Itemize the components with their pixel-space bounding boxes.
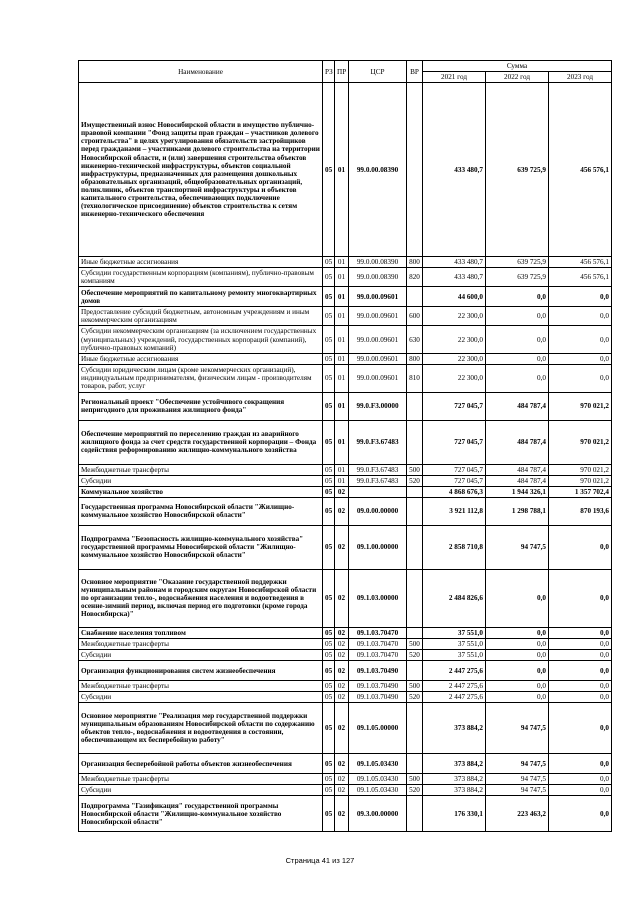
cell-name: Имущественный взнос Новосибирской области в имущество публично-правовой компании "Фонд защиты прав граждан – участников долевого строительства" в целях урегулирования обязательств застройщиков перед гражданами – участниками долевого строительства на территории Новосибирской области, и (или) завершения строительства объектов инженерно-технической инфраструктуры, объектов социальной инфраструктуры, предназначенных для размещения дошкольных образовательных организаций, общеобразовательных организаций, поликлиник, объектов транспортной инфраструктуры и объектов капитального строительства, обеспечивающих подключение (технологическое присоединение) объектов строительства к сетям инженерно-технического обеспечения: [79, 83, 323, 257]
cell-rz: 05: [323, 83, 335, 257]
cell-2021: 433 480,7: [423, 83, 486, 257]
cell-2023: 0,0: [549, 569, 612, 627]
cell-2022: 639 725,9: [486, 268, 549, 287]
cell-name: Коммунальное хозяйство: [79, 486, 323, 497]
cell-2022: 639 725,9: [486, 83, 549, 257]
cell-2021: 4 868 676,3: [423, 486, 486, 497]
cell-csr: 09.1.05.00000: [349, 703, 407, 754]
cell-2023: 0,0: [549, 353, 612, 364]
cell-pr: 02: [335, 569, 349, 627]
header-year-2021: 2021 год: [423, 72, 486, 83]
cell-rz: 05: [323, 703, 335, 754]
cell-2022: 639 725,9: [486, 257, 549, 268]
table-header: [79, 61, 612, 83]
cell-name: Субсидии: [79, 692, 323, 703]
cell-2021: 2 484 826,6: [423, 569, 486, 627]
cell-name: Региональный проект "Обеспечение устойчивого сокращения непригодного для проживания жилищного фонда": [79, 392, 323, 420]
cell-vr: 520: [407, 785, 423, 796]
cell-vr: [407, 392, 423, 420]
table-body: [79, 83, 612, 832]
cell-rz: 05: [323, 774, 335, 785]
table-row: [79, 627, 612, 638]
cell-csr: 09.1.00.00000: [349, 525, 407, 569]
cell-2021: 37 551,0: [423, 650, 486, 661]
cell-2023: 870 193,6: [549, 497, 612, 525]
cell-2023: 0,0: [549, 650, 612, 661]
cell-name: Субсидии юридическим лицам (кроме некоммерческих организаций), индивидуальным предпринимателям, физическим лицам - производителям товаров, работ, услуг: [79, 364, 323, 392]
cell-pr: 02: [335, 525, 349, 569]
cell-2022: 0,0: [486, 353, 549, 364]
table-row: [79, 661, 612, 681]
cell-csr: 09.0.00.00000: [349, 497, 407, 525]
cell-2021: 2 447 275,6: [423, 681, 486, 692]
cell-csr: 09.1.03.70470: [349, 650, 407, 661]
cell-csr: [349, 486, 407, 497]
cell-rz: 05: [323, 464, 335, 475]
cell-name: Государственная программа Новосибирской области "Жилищно-коммунальное хозяйство Новосибирской области": [79, 497, 323, 525]
cell-pr: 02: [335, 627, 349, 638]
cell-name: Организация функционирования систем жизнеобеспечения: [79, 661, 323, 681]
table-row: [79, 650, 612, 661]
cell-2023: 0,0: [549, 627, 612, 638]
table-row: [79, 525, 612, 569]
cell-csr: 99.0.00.09601: [349, 326, 407, 353]
cell-2023: 970 021,2: [549, 392, 612, 420]
cell-2022: 0,0: [486, 569, 549, 627]
table-row: [79, 754, 612, 774]
cell-pr: 01: [335, 420, 349, 464]
cell-pr: 01: [335, 353, 349, 364]
cell-rz: 05: [323, 364, 335, 392]
cell-2023: 0,0: [549, 692, 612, 703]
cell-name: Субсидии: [79, 650, 323, 661]
page-number: Страница 41 из 127: [285, 856, 355, 865]
cell-pr: 02: [335, 486, 349, 497]
cell-vr: 500: [407, 681, 423, 692]
cell-name: Обеспечение мероприятий по капитальному ремонту многоквартирных домов: [79, 287, 323, 307]
cell-pr: 01: [335, 464, 349, 475]
cell-2023: 456 576,1: [549, 257, 612, 268]
cell-2022: 1 298 788,1: [486, 497, 549, 525]
cell-rz: 05: [323, 307, 335, 326]
table-row: [79, 774, 612, 785]
cell-csr: 09.1.05.03430: [349, 774, 407, 785]
budget-sheet: [78, 60, 612, 832]
cell-pr: 01: [335, 268, 349, 287]
cell-2022: 94 747,5: [486, 774, 549, 785]
cell-2021: 176 330,1: [423, 796, 486, 832]
cell-pr: 02: [335, 774, 349, 785]
cell-csr: 09.1.03.70490: [349, 661, 407, 681]
cell-vr: [407, 83, 423, 257]
cell-2022: 0,0: [486, 692, 549, 703]
cell-vr: [407, 287, 423, 307]
table-row: [79, 464, 612, 475]
cell-rz: 05: [323, 650, 335, 661]
cell-vr: [407, 525, 423, 569]
header-sums: Сумма: [423, 61, 612, 72]
table-row: [79, 326, 612, 353]
cell-vr: [407, 661, 423, 681]
cell-2021: 2 447 275,6: [423, 692, 486, 703]
cell-rz: 05: [323, 569, 335, 627]
cell-csr: 99.0.F3.67483: [349, 475, 407, 486]
cell-2021: 37 551,0: [423, 627, 486, 638]
cell-2021: 373 884,2: [423, 785, 486, 796]
cell-name: Межбюджетные трансферты: [79, 638, 323, 649]
header-csr: ЦСР: [349, 61, 407, 83]
cell-vr: 500: [407, 774, 423, 785]
cell-name: Снабжение населения топливом: [79, 627, 323, 638]
cell-2021: 22 300,0: [423, 307, 486, 326]
cell-2022: 94 747,5: [486, 525, 549, 569]
cell-2022: 1 944 326,1: [486, 486, 549, 497]
cell-name: Субсидии: [79, 475, 323, 486]
cell-name: Основное мероприятие "Реализация мер государственной поддержки муниципальным образованиям Новосибирской области по содержанию объектов тепло-, водоснабжения и водоотведения в состоянии, обеспечивающем их бесперебойную работу": [79, 703, 323, 754]
cell-pr: 02: [335, 650, 349, 661]
cell-pr: 01: [335, 287, 349, 307]
cell-rz: 05: [323, 661, 335, 681]
cell-2022: 484 787,4: [486, 475, 549, 486]
cell-rz: 05: [323, 785, 335, 796]
cell-vr: 810: [407, 364, 423, 392]
cell-2022: 94 747,5: [486, 785, 549, 796]
cell-csr: 09.3.00.00000: [349, 796, 407, 832]
cell-2023: 0,0: [549, 774, 612, 785]
cell-2021: 433 480,7: [423, 257, 486, 268]
cell-rz: 05: [323, 627, 335, 638]
header-name: Наименование: [79, 61, 323, 83]
cell-2021: 44 600,0: [423, 287, 486, 307]
cell-2023: 0,0: [549, 703, 612, 754]
table-row: [79, 785, 612, 796]
cell-2023: 970 021,2: [549, 464, 612, 475]
cell-2022: 484 787,4: [486, 392, 549, 420]
cell-name: Субсидии: [79, 785, 323, 796]
header-year-2022: 2022 год: [486, 72, 549, 83]
cell-csr: 99.0.00.08390: [349, 83, 407, 257]
cell-name: Межбюджетные трансферты: [79, 464, 323, 475]
cell-2022: 94 747,5: [486, 754, 549, 774]
cell-csr: 99.0.00.08390: [349, 268, 407, 287]
cell-rz: 05: [323, 353, 335, 364]
cell-2021: 22 300,0: [423, 353, 486, 364]
cell-name: Основное мероприятие "Оказание государственной поддержки муниципальным районам и городским округам Новосибирской области по организации тепло-, водоснабжения населения и водоотведения в осенне-зимний период, включая период его подготовки (кроме города Новосибирска)": [79, 569, 323, 627]
cell-csr: 99.0.00.09601: [349, 307, 407, 326]
table-row: [79, 268, 612, 287]
cell-pr: 02: [335, 661, 349, 681]
cell-2022: 94 747,5: [486, 703, 549, 754]
cell-vr: 820: [407, 268, 423, 287]
cell-rz: 05: [323, 257, 335, 268]
cell-2022: 0,0: [486, 326, 549, 353]
cell-pr: 02: [335, 785, 349, 796]
cell-csr: 09.1.03.70470: [349, 627, 407, 638]
cell-vr: 800: [407, 353, 423, 364]
cell-pr: 01: [335, 307, 349, 326]
cell-2021: 22 300,0: [423, 326, 486, 353]
table-row: [79, 392, 612, 420]
cell-name: Подпрограмма "Газификация" государственной программы Новосибирской области "Жилищно-коммунальное хозяйство Новосибирской области": [79, 796, 323, 832]
cell-2022: 0,0: [486, 627, 549, 638]
cell-rz: 05: [323, 497, 335, 525]
table-row: [79, 497, 612, 525]
cell-2022: 484 787,4: [486, 420, 549, 464]
cell-vr: [407, 569, 423, 627]
cell-vr: [407, 486, 423, 497]
cell-2023: 0,0: [549, 681, 612, 692]
cell-name: Организация бесперебойной работы объектов жизнеобеспечения: [79, 754, 323, 774]
cell-2022: 223 463,2: [486, 796, 549, 832]
table-row: [79, 638, 612, 649]
cell-name: Субсидии государственным корпорациям (компаниям), публично-правовым компаниям: [79, 268, 323, 287]
table-row: [79, 420, 612, 464]
cell-2023: 0,0: [549, 364, 612, 392]
cell-2023: 0,0: [549, 796, 612, 832]
cell-csr: 99.0.F3.67483: [349, 464, 407, 475]
cell-rz: 05: [323, 475, 335, 486]
cell-pr: 01: [335, 364, 349, 392]
cell-2023: 456 576,1: [549, 83, 612, 257]
cell-name: Межбюджетные трансферты: [79, 681, 323, 692]
cell-rz: 05: [323, 692, 335, 703]
cell-2021: 727 045,7: [423, 464, 486, 475]
table-row: [79, 681, 612, 692]
cell-2023: 0,0: [549, 287, 612, 307]
cell-csr: 09.1.03.70470: [349, 638, 407, 649]
cell-name: Предоставление субсидий бюджетным, автономным учреждениям и иным некоммерческим организациям: [79, 307, 323, 326]
cell-pr: 02: [335, 754, 349, 774]
cell-pr: 02: [335, 497, 349, 525]
cell-pr: 01: [335, 83, 349, 257]
table-row: [79, 287, 612, 307]
cell-2022: 0,0: [486, 364, 549, 392]
cell-2023: 0,0: [549, 307, 612, 326]
cell-2023: 0,0: [549, 525, 612, 569]
cell-2021: 433 480,7: [423, 268, 486, 287]
cell-2023: 970 021,2: [549, 475, 612, 486]
cell-2021: 727 045,7: [423, 420, 486, 464]
cell-pr: 01: [335, 475, 349, 486]
table-row: [79, 83, 612, 257]
cell-2023: 0,0: [549, 754, 612, 774]
cell-2021: 2 447 275,6: [423, 661, 486, 681]
cell-csr: 99.0.00.09601: [349, 287, 407, 307]
cell-2023: 970 021,2: [549, 420, 612, 464]
cell-name: Субсидии некоммерческим организациям (за исключением государственных (муниципальных) учреждений, государственных корпораций (компаний), публично-правовых компаний): [79, 326, 323, 353]
cell-2023: 0,0: [549, 326, 612, 353]
cell-vr: 800: [407, 257, 423, 268]
cell-csr: 09.1.03.70490: [349, 681, 407, 692]
cell-vr: [407, 796, 423, 832]
cell-name: Иные бюджетные ассигнования: [79, 257, 323, 268]
cell-pr: 02: [335, 638, 349, 649]
cell-rz: 05: [323, 287, 335, 307]
table-row: [79, 475, 612, 486]
cell-pr: 01: [335, 257, 349, 268]
cell-2022: 0,0: [486, 681, 549, 692]
cell-vr: [407, 420, 423, 464]
cell-csr: 09.1.05.03430: [349, 785, 407, 796]
cell-pr: 01: [335, 392, 349, 420]
cell-rz: 05: [323, 796, 335, 832]
table-row: [79, 692, 612, 703]
cell-rz: 05: [323, 420, 335, 464]
header-pr: ПР: [335, 61, 349, 83]
cell-name: Межбюджетные трансферты: [79, 774, 323, 785]
cell-rz: 05: [323, 268, 335, 287]
header-vr: ВР: [407, 61, 423, 83]
cell-vr: 600: [407, 307, 423, 326]
cell-pr: 02: [335, 703, 349, 754]
cell-2021: 727 045,7: [423, 392, 486, 420]
cell-2023: 1 357 702,4: [549, 486, 612, 497]
cell-rz: 05: [323, 681, 335, 692]
table-row: [79, 569, 612, 627]
cell-2021: 37 551,0: [423, 638, 486, 649]
cell-vr: 500: [407, 464, 423, 475]
cell-vr: [407, 497, 423, 525]
cell-vr: 500: [407, 638, 423, 649]
table-row: [79, 257, 612, 268]
cell-2022: 0,0: [486, 650, 549, 661]
cell-2023: 456 576,1: [549, 268, 612, 287]
header-rz: РЗ: [323, 61, 335, 83]
cell-pr: 02: [335, 681, 349, 692]
cell-2021: 3 921 112,8: [423, 497, 486, 525]
cell-pr: 02: [335, 692, 349, 703]
cell-rz: 05: [323, 326, 335, 353]
cell-2022: 0,0: [486, 661, 549, 681]
cell-2021: 727 045,7: [423, 475, 486, 486]
cell-name: Обеспечение мероприятий по переселению граждан из аварийного жилищного фонда за счет средств государственной корпорации – Фонда содействия реформированию жилищно-коммунального хозяйства: [79, 420, 323, 464]
table-row: [79, 703, 612, 754]
cell-2023: 0,0: [549, 785, 612, 796]
cell-csr: 99.0.00.09601: [349, 364, 407, 392]
table-row: [79, 486, 612, 497]
cell-rz: 05: [323, 392, 335, 420]
cell-2021: 373 884,2: [423, 774, 486, 785]
cell-vr: [407, 703, 423, 754]
cell-rz: 05: [323, 754, 335, 774]
cell-2022: 0,0: [486, 307, 549, 326]
cell-csr: 09.1.05.03430: [349, 754, 407, 774]
cell-csr: 99.0.F3.67483: [349, 420, 407, 464]
cell-csr: 09.1.03.70490: [349, 692, 407, 703]
cell-2022: 0,0: [486, 287, 549, 307]
header-year-2023: 2023 год: [549, 72, 612, 83]
table-row: [79, 307, 612, 326]
cell-csr: 99.0.F3.00000: [349, 392, 407, 420]
cell-rz: 05: [323, 486, 335, 497]
cell-rz: 05: [323, 638, 335, 649]
table-row: [79, 796, 612, 832]
cell-vr: 520: [407, 692, 423, 703]
cell-name: Подпрограмма "Безопасность жилищно-коммунального хозяйства" государственной программы Новосибирской области "Жилищно-коммунальное хозяйство Новосибирской области": [79, 525, 323, 569]
cell-vr: [407, 627, 423, 638]
cell-vr: 520: [407, 650, 423, 661]
cell-2023: 0,0: [549, 638, 612, 649]
cell-2021: 373 884,2: [423, 703, 486, 754]
cell-rz: 05: [323, 525, 335, 569]
budget-table: [78, 60, 612, 832]
cell-vr: 630: [407, 326, 423, 353]
cell-csr: 09.1.03.00000: [349, 569, 407, 627]
table-row: [79, 364, 612, 392]
cell-vr: [407, 754, 423, 774]
table-row: [79, 353, 612, 364]
cell-2023: 0,0: [549, 661, 612, 681]
cell-2021: 2 858 710,8: [423, 525, 486, 569]
cell-pr: 02: [335, 796, 349, 832]
cell-2022: 484 787,4: [486, 464, 549, 475]
cell-csr: 99.0.00.08390: [349, 257, 407, 268]
cell-vr: 520: [407, 475, 423, 486]
cell-name: Иные бюджетные ассигнования: [79, 353, 323, 364]
cell-pr: 01: [335, 326, 349, 353]
cell-csr: 99.0.00.09601: [349, 353, 407, 364]
cell-2021: 22 300,0: [423, 364, 486, 392]
cell-2022: 0,0: [486, 638, 549, 649]
cell-2021: 373 884,2: [423, 754, 486, 774]
